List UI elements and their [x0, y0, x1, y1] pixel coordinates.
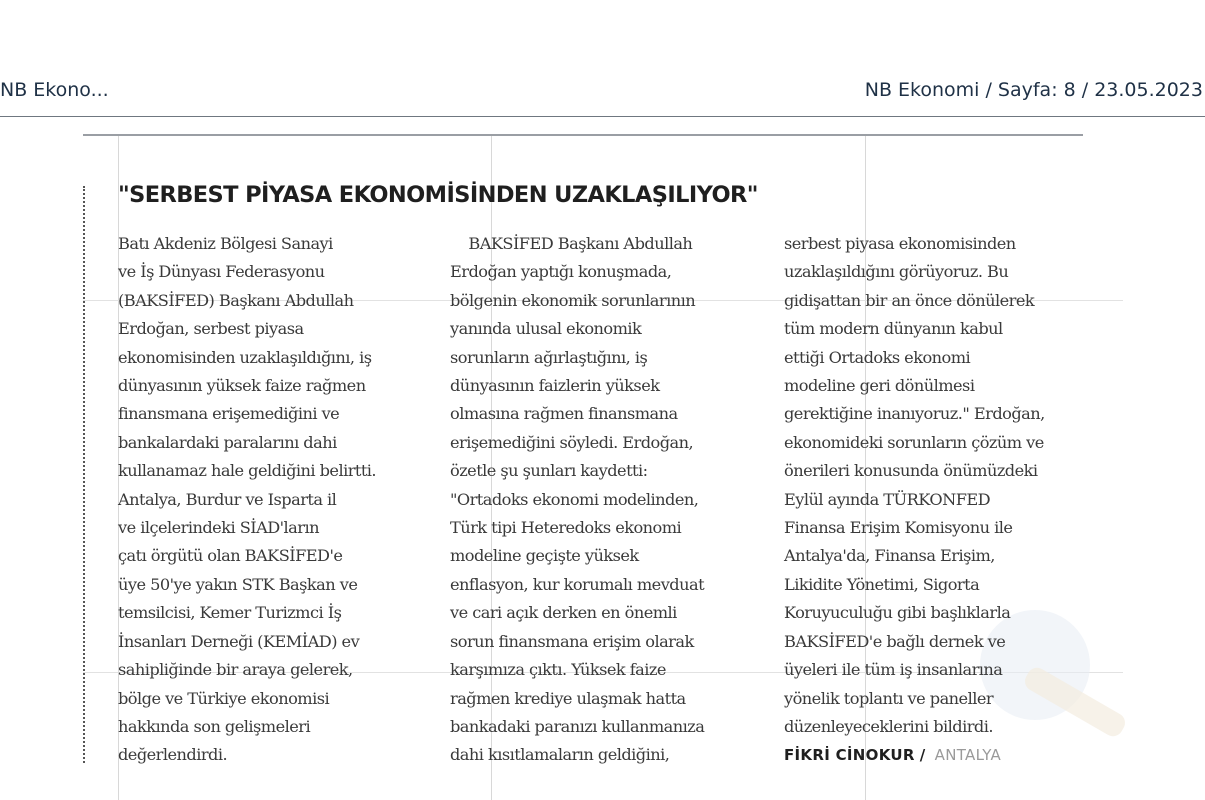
text-line: bankalardaki paralarını dahi	[118, 432, 337, 452]
text-line: Antalya, Burdur ve Isparta il	[118, 489, 337, 509]
text-line: üyeleri ile tüm iş insanlarına	[784, 660, 1003, 680]
text-line: kullanamaz hale geldiğini belirtti.	[118, 461, 377, 481]
text-line: özetle şu şunları kaydetti:	[450, 461, 648, 481]
text-line: Batı Akdeniz Bölgesi Sanayi	[118, 234, 333, 253]
byline-city: ANTALYA	[934, 746, 1002, 765]
text-line: erişemediğini söyledi. Erdoğan,	[450, 432, 694, 452]
clipping-top-rule	[83, 134, 1083, 136]
text-line: Erdoğan, serbest piyasa	[118, 319, 304, 339]
text-line: modeline geri dönülmesi	[784, 376, 975, 396]
text-line: ve cari açık derken en önemli	[450, 603, 677, 623]
text-line: dünyasının faizlerin yüksek	[450, 376, 660, 396]
byline-author: FİKRİ CİNOKUR	[784, 746, 915, 765]
text-line: uzaklaşıldığını görüyoruz. Bu	[784, 262, 1009, 282]
article-column-3	[784, 230, 1114, 770]
text-line: temsilcisi, Kemer Turizmci İş	[118, 603, 342, 623]
text-line: (BAKSİFED) Başkanı Abdullah	[118, 290, 354, 310]
text-line: hakkında son gelişmeleri	[118, 716, 311, 736]
text-line: tüm modern dünyanın kabul	[784, 319, 1003, 339]
article-column-1	[118, 230, 443, 770]
article-byline	[784, 741, 1114, 769]
text-line: Eylül ayında TÜRKONFED	[784, 489, 991, 509]
text-line: yönelik toplantı ve paneller	[784, 688, 994, 708]
text-line: enflasyon, kur korumalı mevduat	[450, 574, 705, 594]
text-line: olmasına rağmen finansmana	[450, 404, 678, 424]
text-line: sorunların ağırlaştığını, iş	[450, 347, 648, 367]
text-line: Antalya'da, Finansa Erişim,	[784, 546, 995, 566]
text-line: çatı örgütü olan BAKSİFED'e	[118, 546, 343, 566]
text-line: rağmen krediye ulaşmak hatta	[450, 688, 686, 708]
text-line: serbest piyasa ekonomisinden	[784, 234, 1016, 253]
text-line: Türk tipi Heteredoks ekonomi	[450, 518, 682, 538]
text-line: Finansa Erişim Komisyonu ile	[784, 518, 1013, 538]
text-line: yanında ulusal ekonomik	[450, 319, 642, 339]
text-line: bankadaki paranızı kullanmanıza	[450, 716, 705, 736]
text-line: gidişattan bir an önce dönülerek	[784, 290, 1035, 310]
clipping-left-border	[83, 186, 85, 763]
text-line: ve İş Dünyası Federasyonu	[118, 262, 325, 282]
text-line: bölgenin ekonomik sorunlarının	[450, 290, 696, 310]
text-line: ettiği Ortadoks ekonomi	[784, 347, 971, 367]
text-line: Likidite Yönetimi, Sigorta	[784, 574, 980, 594]
text-line: bölge ve Türkiye ekonomisi	[118, 688, 330, 708]
header-divider	[0, 116, 1205, 117]
text-line: Koruyuculuğu gibi başlıklarla	[784, 603, 1011, 623]
text-line: ve ilçelerindeki SİAD'ların	[118, 518, 319, 538]
text-line: değerlendirdi.	[118, 745, 228, 765]
text-line: finansmana erişemediğini ve	[118, 404, 340, 424]
text-line: sahipliğinde bir araya gelerek,	[118, 660, 353, 680]
text-line: "Ortadoks ekonomi modelinden,	[450, 489, 699, 509]
publication-info-label: NB Ekonomi / Sayfa: 8 / 23.05.2023	[864, 79, 1203, 101]
text-line: modeline geçişte yüksek	[450, 546, 639, 566]
text-line: sorun finansmana erişim olarak	[450, 631, 694, 651]
text-line: gerektiğine inanıyoruz." Erdoğan,	[784, 404, 1045, 424]
publication-short-label: NB Ekono...	[0, 79, 109, 101]
text-line: dünyasının yüksek faize rağmen	[118, 376, 366, 396]
text-line: dahi kısıtlamaların geldiğini,	[450, 745, 670, 765]
text-line: ekonomideki sorunların çözüm ve	[784, 432, 1044, 452]
text-line: karşımıza çıktı. Yüksek faize	[450, 660, 666, 680]
text-line: İnsanları Derneği (KEMİAD) ev	[118, 631, 360, 651]
article-headline: "SERBEST PİYASA EKONOMİSİNDEN UZAKLAŞILIYOR"	[118, 182, 758, 208]
text-line: BAKSİFED Başkanı Abdullah	[450, 234, 693, 253]
text-line: önerileri konusunda önümüzdeki	[784, 461, 1038, 481]
text-line: ekonomisinden uzaklaşıldığını, iş	[118, 347, 372, 367]
text-line: BAKSİFED'e bağlı dernek ve	[784, 631, 1006, 651]
byline-separator: /	[919, 746, 926, 765]
text-line: üye 50'ye yakın STK Başkan ve	[118, 574, 358, 594]
article-column-2	[450, 230, 780, 770]
text-line: düzenleyeceklerini bildirdi.	[784, 716, 993, 736]
text-line: Erdoğan yaptığı konuşmada,	[450, 262, 672, 282]
